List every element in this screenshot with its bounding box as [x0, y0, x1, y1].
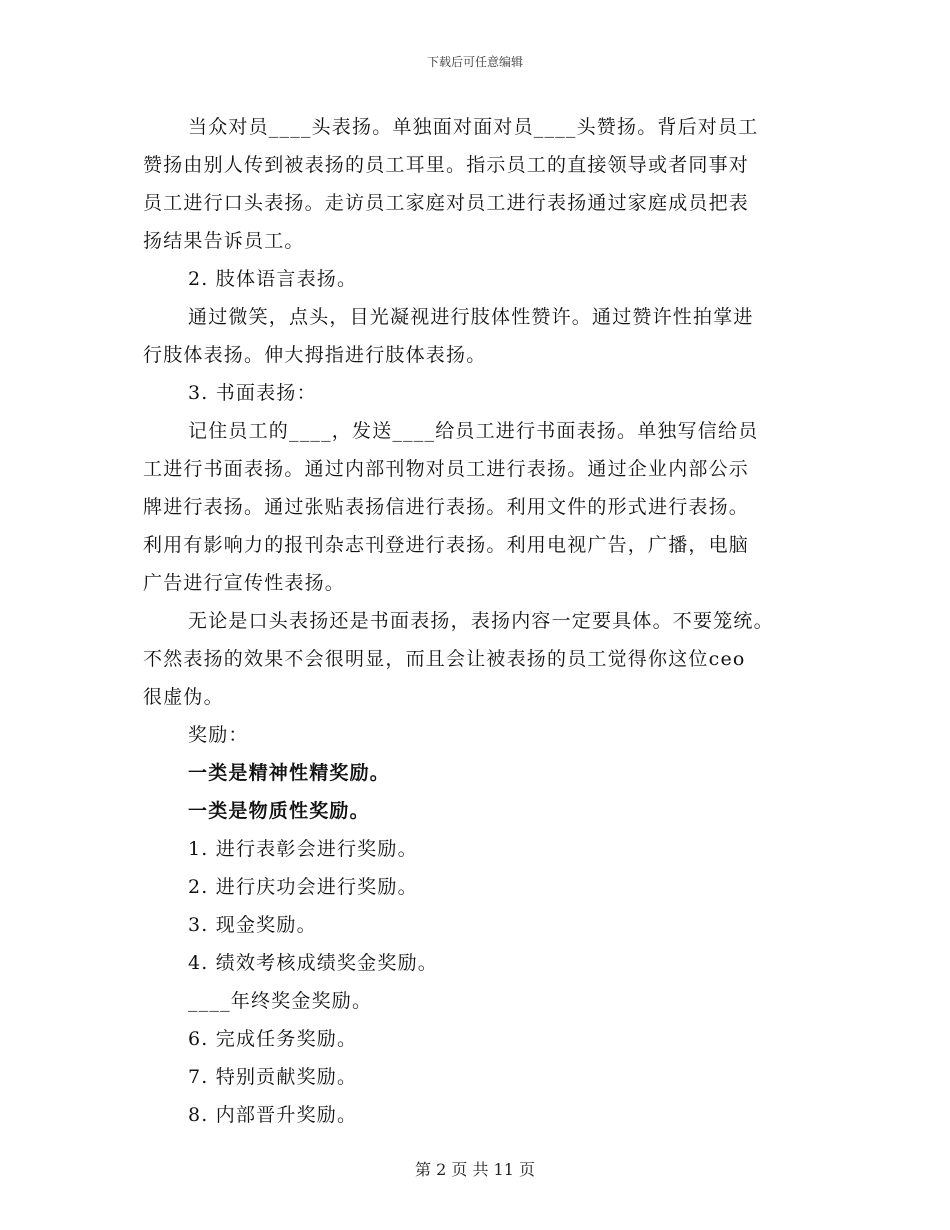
paragraph-line: 行肢体表扬。伸大拇指进行肢体表扬。: [143, 344, 487, 366]
paragraph-line: 牌进行表扬。通过张贴表扬信进行表扬。利用文件的形式进行表扬。: [143, 496, 750, 518]
list-item: 2. 进行庆功会进行奖励。: [188, 876, 418, 898]
list-item: 4. 绩效考核成绩奖金奖励。: [188, 952, 438, 974]
bold-line: 一类是物质性奖励。: [188, 800, 370, 822]
paragraph-line: 工进行书面表扬。通过内部刊物对员工进行表扬。通过企业内部公示: [143, 458, 750, 480]
bold-line: 一类是精神性精奖励。: [188, 762, 391, 784]
page-header: 下载后可任意编辑: [426, 55, 523, 69]
list-item: ____年终奖金奖励。: [188, 990, 373, 1012]
paragraph-line: 不然表扬的效果不会很明显，而且会让被表扬的员工觉得你这位ceo: [143, 648, 746, 670]
list-item: 1. 进行表彰会进行奖励。: [188, 838, 418, 860]
paragraph-line: 广告进行宣传性表扬。: [143, 572, 346, 594]
list-item: 8. 内部晋升奖励。: [188, 1104, 358, 1126]
paragraph-line: 赞扬由别人传到被表扬的员工耳里。指示员工的直接领导或者同事对: [143, 154, 750, 176]
page-footer: 第 2 页 共 11 页: [415, 1160, 535, 1179]
paragraph-line: 员工进行口头表扬。走访员工家庭对员工进行表扬通过家庭成员把表: [143, 192, 750, 214]
document-body: [143, 108, 811, 1134]
paragraph-line: 很虚伪。: [143, 686, 224, 708]
paragraph-line: 利用有影响力的报刊杂志刊登进行表扬。利用电视广告，广播，电脑: [143, 534, 750, 556]
paragraph-line: 无论是口头表扬还是书面表扬，表扬内容一定要具体。不要笼统。: [188, 610, 774, 632]
paragraph-line: 通过微笑，点头，目光凝视进行肢体性赞许。通过赞许性拍掌进: [188, 306, 754, 328]
paragraph-line: 扬结果告诉员工。: [143, 230, 305, 252]
list-item: 6. 完成任务奖励。: [188, 1028, 358, 1050]
section-heading: 3. 书面表扬：: [188, 382, 317, 404]
list-item: 7. 特别贡献奖励。: [188, 1066, 358, 1088]
paragraph-line: 当众对员____头表扬。单独面对面对员____头赞扬。背后对员工: [188, 116, 759, 138]
section-heading: 2. 肢体语言表扬。: [188, 268, 358, 290]
section-heading: 奖励：: [188, 724, 249, 746]
list-item: 3. 现金奖励。: [188, 914, 317, 936]
paragraph-line: 记住员工的____，发送____给员工进行书面表扬。单独写信给员: [188, 420, 759, 442]
